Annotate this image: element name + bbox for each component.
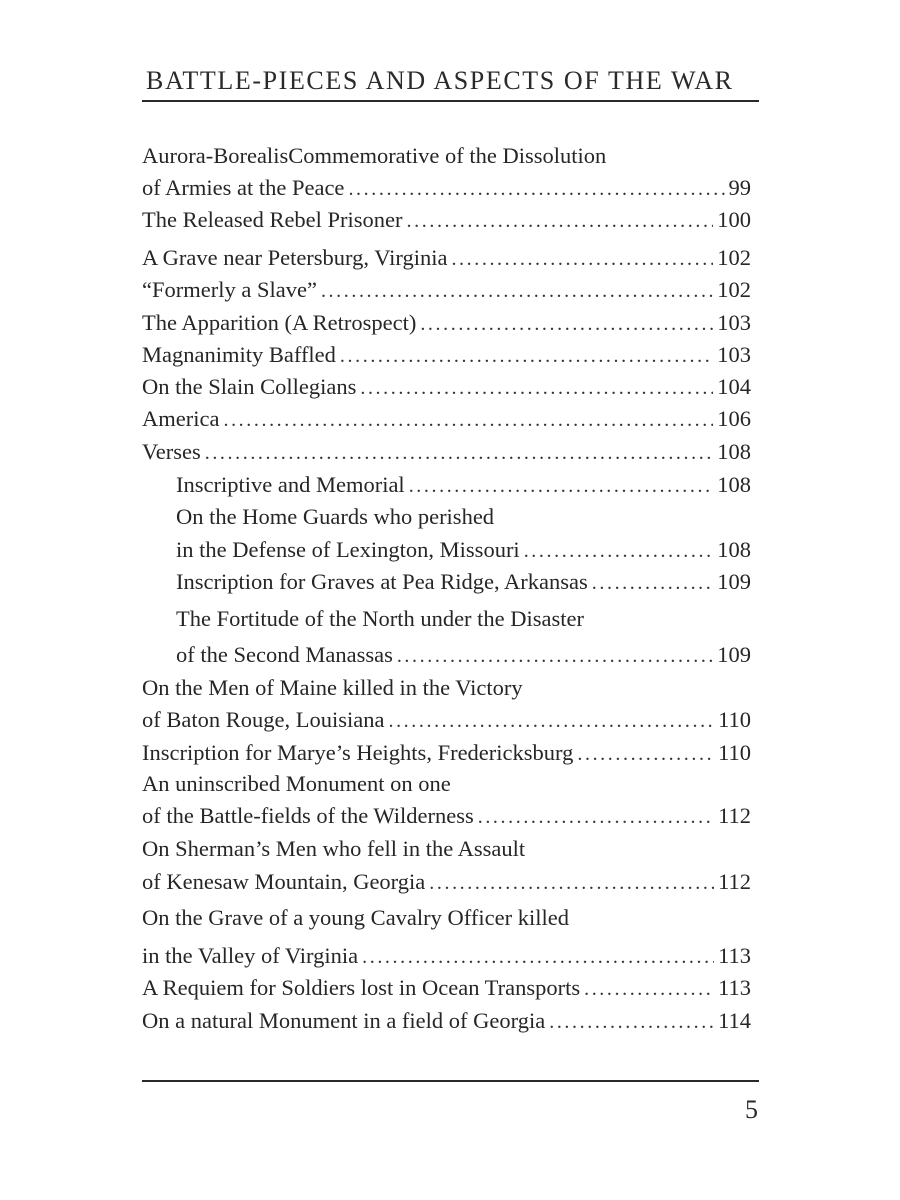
toc-entry <box>176 566 751 598</box>
toc-entry-title: “Formerly a Slave” <box>142 277 317 302</box>
dot-leader <box>451 243 713 275</box>
toc-entry <box>176 534 751 566</box>
dot-leader <box>362 941 714 973</box>
toc-entry-title: On the Home Guards who perished <box>176 504 495 529</box>
dot-leader <box>407 205 714 237</box>
toc-entry <box>142 307 751 339</box>
toc-entry <box>142 140 751 172</box>
toc-entry-title: A Requiem for Soldiers lost in Ocean Transports <box>142 975 581 1000</box>
toc-entry-title: Aurora-BorealisCommemorative of the Dissolution <box>142 143 607 168</box>
toc-entry-title: The Fortitude of the North under the Disaster <box>176 606 585 631</box>
dot-leader <box>340 340 713 372</box>
toc-entry-title: The Apparition (A Retrospect) <box>142 310 417 335</box>
toc-entry-page: 109 <box>717 569 751 594</box>
dot-leader <box>478 801 714 833</box>
footer-rule <box>142 1080 759 1082</box>
dot-leader <box>577 738 714 770</box>
toc-entry-title: of Armies at the Peace <box>142 175 345 200</box>
dot-leader <box>584 973 714 1005</box>
toc-entry-page: 103 <box>717 342 751 367</box>
toc-entry-page: 102 <box>717 245 751 270</box>
toc-entry-page: 99 <box>728 175 751 200</box>
toc-entry <box>142 704 751 736</box>
toc-entry <box>142 339 751 371</box>
toc-entry-page: 102 <box>717 277 751 302</box>
toc-entry-page: 100 <box>717 207 751 232</box>
toc-entry-page: 114 <box>718 1008 751 1033</box>
toc-entry <box>142 800 751 832</box>
toc-entry <box>142 204 751 236</box>
toc-entry-page: 110 <box>718 707 751 732</box>
dot-leader <box>420 308 713 340</box>
page-number: 5 <box>745 1095 758 1124</box>
toc-entry-title: in the Defense of Lexington, Missouri <box>176 537 520 562</box>
dot-leader <box>524 535 714 567</box>
dot-leader <box>549 1006 714 1038</box>
toc-entry-page: 108 <box>717 439 751 464</box>
toc-entry-title: America <box>142 406 220 431</box>
dot-leader <box>592 567 713 599</box>
toc-entry <box>142 737 751 769</box>
toc-entry-title: On the Slain Collegians <box>142 374 357 399</box>
toc-entry <box>142 672 751 704</box>
dot-leader <box>223 404 713 436</box>
toc-entry <box>142 768 751 800</box>
toc-entry <box>142 972 751 1004</box>
dot-leader <box>397 640 713 672</box>
dot-leader <box>429 867 714 899</box>
toc-entry <box>176 469 751 501</box>
dot-leader <box>321 275 713 307</box>
toc-entry-title: Inscription for Graves at Pea Ridge, Arkansas <box>176 569 588 594</box>
toc-entry-title: On Sherman’s Men who fell in the Assault <box>142 836 526 861</box>
toc-entry <box>176 501 751 533</box>
toc-entry-page: 112 <box>718 869 751 894</box>
toc-entry-title: An uninscribed Monument on one <box>142 771 451 796</box>
toc-entry-title: in the Valley of Virginia <box>142 943 359 968</box>
toc-entry-page: 112 <box>718 803 751 828</box>
toc-entry <box>142 1005 751 1037</box>
toc-entry <box>142 274 751 306</box>
toc-entry-page: 103 <box>717 310 751 335</box>
toc-entry-title: A Grave near Petersburg, Virginia <box>142 245 448 270</box>
toc-entry <box>142 866 751 898</box>
toc-entry-page: 104 <box>717 374 751 399</box>
toc-entry-title: Inscription for Marye’s Heights, Fredericksburg <box>142 740 574 765</box>
toc-entry <box>142 436 751 468</box>
dot-leader <box>205 437 714 469</box>
toc-entry-title: of the Battle-fields of the Wilderness <box>142 803 474 828</box>
toc-entry-title: On the Men of Maine killed in the Victory <box>142 675 523 700</box>
toc-entry <box>142 940 751 972</box>
toc-entry-page: 110 <box>718 740 751 765</box>
dot-leader <box>348 173 724 205</box>
toc-entry <box>176 603 751 635</box>
toc-entry-page: 113 <box>718 943 751 968</box>
toc-entry-page: 108 <box>717 537 751 562</box>
header-rule <box>142 100 759 102</box>
toc-entry-title: Magnanimity Baffled <box>142 342 336 367</box>
toc-entry <box>176 639 751 671</box>
toc-entry <box>142 902 751 934</box>
toc-entry-title: Inscriptive and Memorial <box>176 472 405 497</box>
dot-leader <box>360 372 713 404</box>
toc-entry-page: 113 <box>718 975 751 1000</box>
toc-entry-title: The Released Rebel Prisoner <box>142 207 403 232</box>
toc-entry <box>142 371 751 403</box>
toc-entry-page: 108 <box>717 472 751 497</box>
toc-entry-title: On a natural Monument in a field of Georgia <box>142 1008 546 1033</box>
toc-entry-title: of Baton Rouge, Louisiana <box>142 707 385 732</box>
toc-entry-page: 106 <box>717 406 751 431</box>
toc-entry-title: of the Second Manassas <box>176 642 393 667</box>
toc-entry <box>142 833 751 865</box>
toc-entry <box>142 242 751 274</box>
toc-entry <box>142 172 751 204</box>
toc-entry-title: of Kenesaw Mountain, Georgia <box>142 869 426 894</box>
running-head-title: BATTLE-PIECES AND ASPECTS OF THE WAR <box>146 66 734 95</box>
toc-entry-title: Verses <box>142 439 201 464</box>
dot-leader <box>388 705 714 737</box>
toc-entry-page: 109 <box>717 642 751 667</box>
toc-entry-title: On the Grave of a young Cavalry Officer killed <box>142 905 569 930</box>
dot-leader <box>409 470 714 502</box>
toc-entry <box>142 403 751 435</box>
